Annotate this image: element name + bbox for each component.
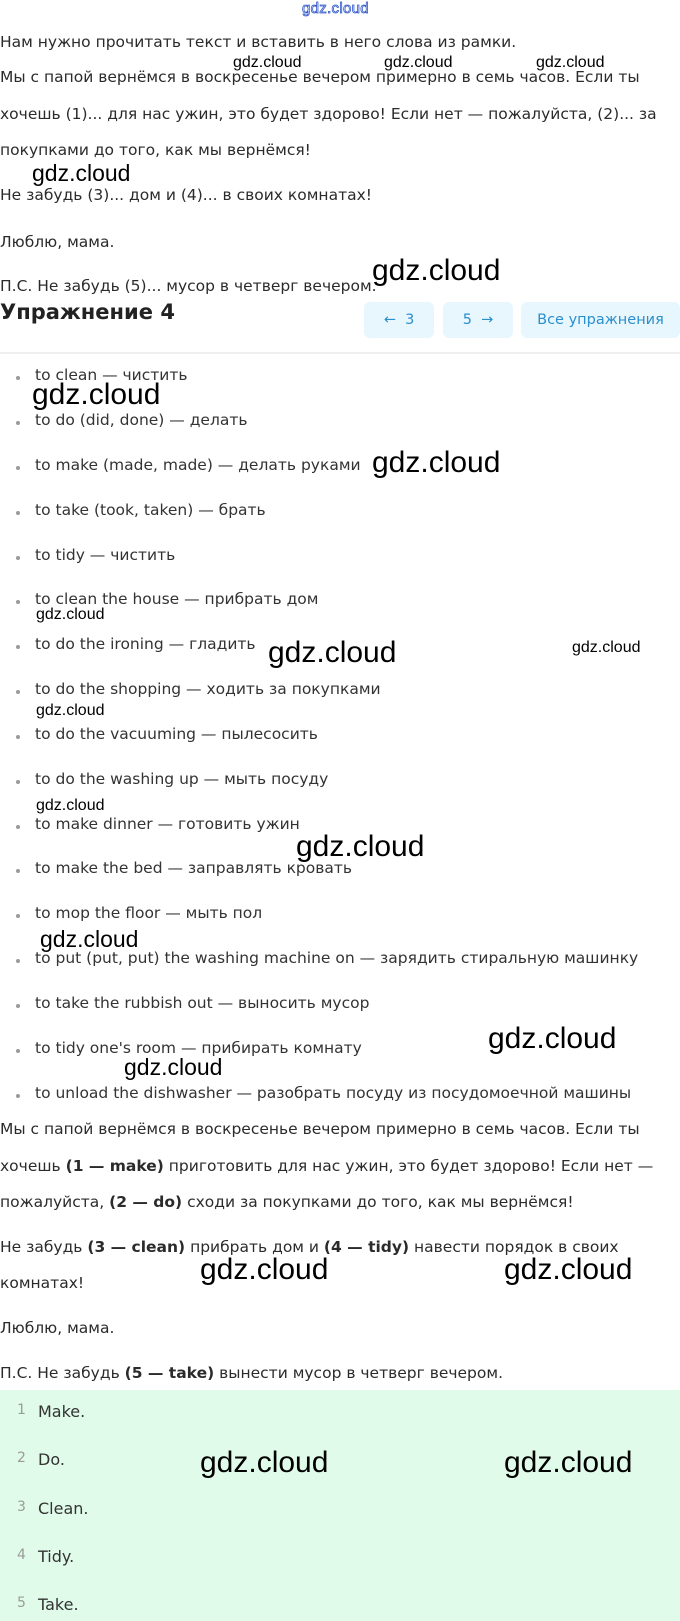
watermark: gdz.cloud [32,160,131,186]
watermark: gdz.cloud [36,797,105,814]
exercise-title: Упражнение 4 [0,300,175,324]
site-logo[interactable]: gdz.cloud [302,0,369,17]
task-line: Мы с папой вернёмся в воскресенье вечером примерно в семь часов. Если ты [0,68,640,86]
watermark: gdz.cloud [504,1253,633,1286]
solution-line: Не забудь (3 — clean) прибрать дом и (4 — tidy) навести порядок в своих [0,1238,619,1256]
solution-line: комнатах! [0,1274,85,1292]
watermark: gdz.cloud [32,378,161,411]
watermark: gdz.cloud [36,702,105,719]
next-exercise-button[interactable]: 5 → [443,302,513,338]
arrow-left-icon: ← [383,312,396,328]
watermark: gdz.cloud [384,54,453,71]
solution-line: Люблю, мама. [0,1319,115,1337]
divider [0,352,680,354]
watermark: gdz.cloud [572,639,641,656]
solution-line: Мы с папой вернёмся в воскресенье вечером примерно в семь часов. Если ты [0,1120,640,1138]
task-line: покупками до того, как мы вернёмся! [0,141,311,159]
watermark: gdz.cloud [36,606,105,623]
watermark: gdz.cloud [504,1446,633,1479]
watermark: gdz.cloud [296,830,425,863]
watermark: gdz.cloud [488,1022,617,1055]
watermark: gdz.cloud [372,446,501,479]
watermark: gdz.cloud [268,636,397,669]
task-line: Люблю, мама. [0,233,115,251]
solution-line: пожалуйста, (2 — do) сходи за покупками до того, как мы вернёмся! [0,1193,574,1211]
watermark: gdz.cloud [200,1253,329,1286]
watermark: gdz.cloud [372,254,501,287]
answers-list: 1 Make. 2 Do. 3 Clean. 4 Tidy. 5 Take. [0,1390,680,1621]
solution-line: хочешь (1 — make) приготовить для нас ужин, это будет здорово! Если нет — [0,1157,654,1175]
arrow-right-icon: → [481,312,494,328]
watermark: gdz.cloud [40,926,139,952]
watermark: gdz.cloud [124,1054,223,1080]
watermark: gdz.cloud [233,54,302,71]
watermark: gdz.cloud [536,54,605,71]
task-line: П.С. Не забудь (5)... мусор в четверг вечером. [0,277,377,295]
solution-line: П.С. Не забудь (5 — take) вынести мусор в четверг вечером. [0,1364,504,1382]
all-exercises-button[interactable]: Все упражнения [521,302,680,338]
task-intro: Нам нужно прочитать текст и вставить в него слова из рамки. [0,33,517,51]
task-line: хочешь (1)... для нас ужин, это будет здорово! Если нет — пожалуйста, (2)... за [0,105,657,123]
task-line: Не забудь (3)... дом и (4)... в своих комнатах! [0,186,372,204]
watermark: gdz.cloud [200,1446,329,1479]
prev-exercise-button[interactable]: ← 3 [364,302,434,338]
